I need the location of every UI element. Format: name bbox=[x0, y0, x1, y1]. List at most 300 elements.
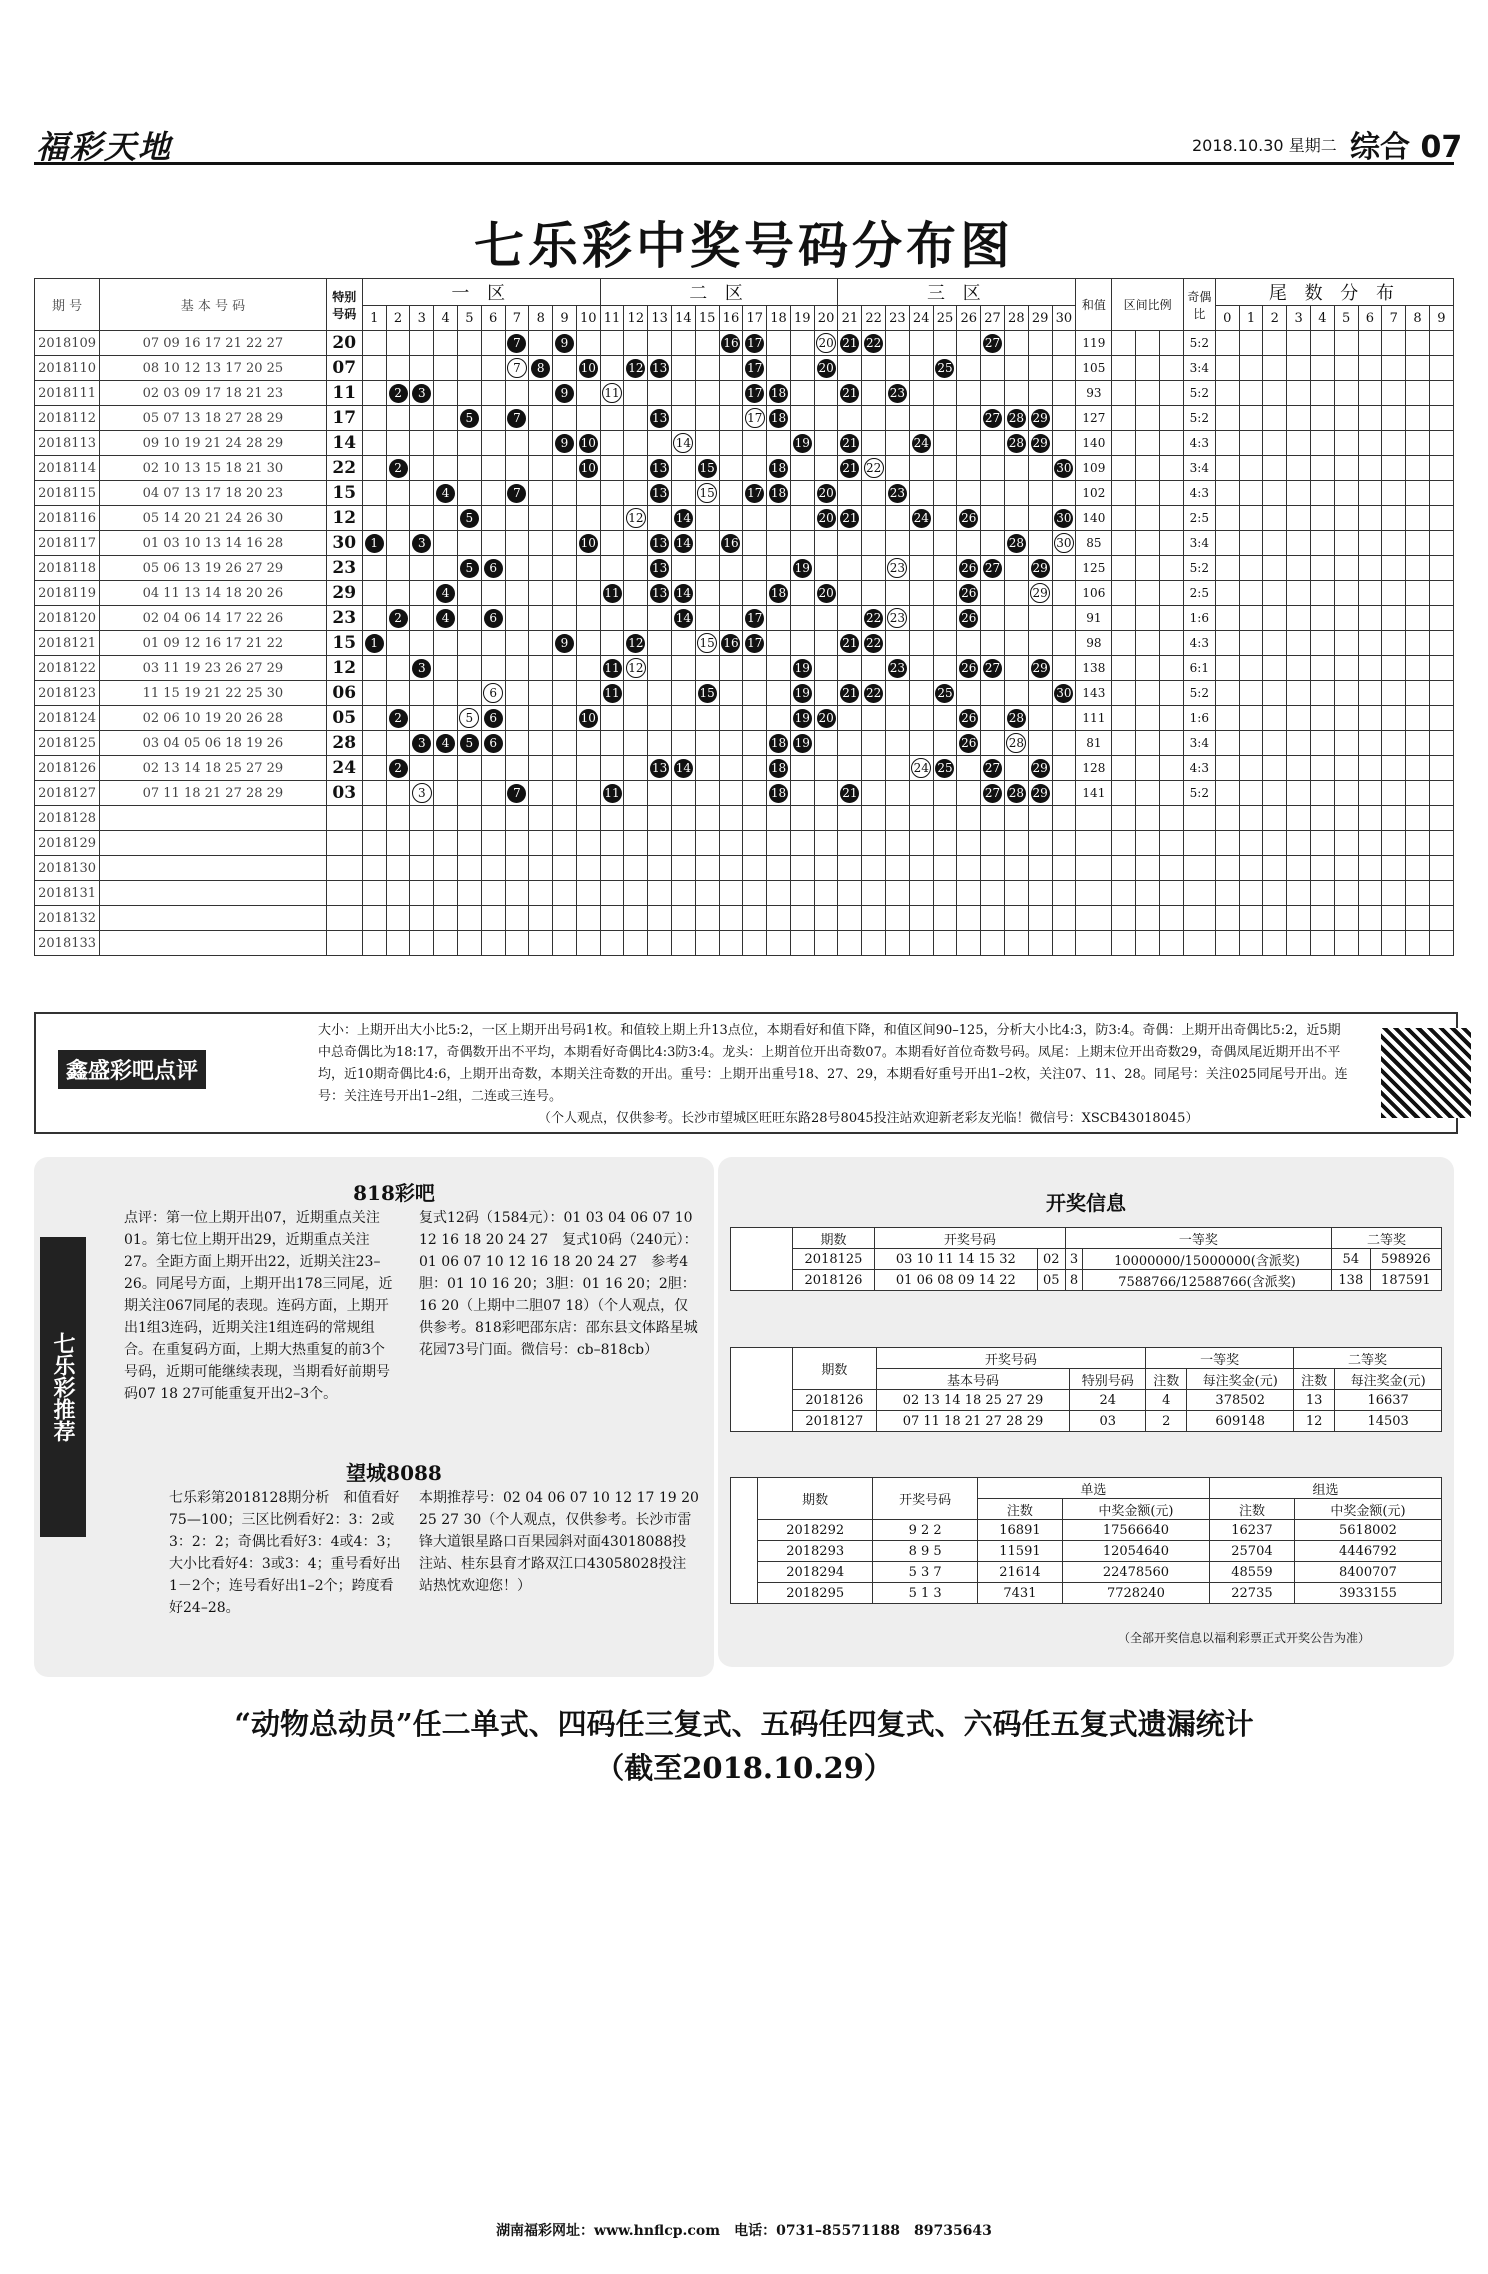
ball-cell bbox=[410, 531, 434, 556]
ball-cell bbox=[529, 881, 553, 906]
ball-cell bbox=[505, 431, 529, 456]
draw-row bbox=[35, 881, 1454, 906]
ball-cell bbox=[1052, 706, 1076, 731]
tail-cell bbox=[1429, 506, 1453, 531]
tail-cell bbox=[1287, 406, 1311, 431]
num-header: 2 bbox=[386, 306, 410, 331]
drawn-ball: 26 bbox=[959, 734, 978, 753]
ball-cell bbox=[767, 531, 791, 556]
ball-cell bbox=[505, 331, 529, 356]
tail-cell bbox=[1287, 756, 1311, 781]
ball-cell bbox=[886, 931, 910, 956]
ball-cell bbox=[909, 381, 933, 406]
ball-cell bbox=[434, 731, 458, 756]
sum-cell: 119 bbox=[1076, 331, 1112, 356]
ball-cell bbox=[553, 481, 577, 506]
ball-cell bbox=[862, 731, 886, 756]
ball-cell bbox=[838, 906, 862, 931]
tail-cell bbox=[1406, 481, 1430, 506]
ball-cell bbox=[434, 681, 458, 706]
ball-cell bbox=[933, 706, 957, 731]
ball-cell bbox=[386, 381, 410, 406]
ball-cell bbox=[790, 881, 814, 906]
ball-cell bbox=[909, 856, 933, 881]
ball-cell bbox=[410, 356, 434, 381]
ball-cell bbox=[719, 906, 743, 931]
tail-cell bbox=[1406, 831, 1430, 856]
draw-row bbox=[35, 606, 1454, 631]
drawn-ball: 6 bbox=[484, 709, 503, 728]
ball-cell bbox=[624, 906, 648, 931]
ball-cell bbox=[600, 806, 624, 831]
tail-cell bbox=[1310, 931, 1334, 956]
num-header: 25 bbox=[933, 306, 957, 331]
tail-cell bbox=[1239, 881, 1263, 906]
tail-cell bbox=[1215, 381, 1239, 406]
ball-cell bbox=[576, 531, 600, 556]
period-cell: 2018131 bbox=[35, 881, 100, 906]
ball-cell bbox=[909, 606, 933, 631]
review-tag: 鑫盛彩吧点评 bbox=[58, 1050, 206, 1089]
ball-cell bbox=[1052, 331, 1076, 356]
period-cell: 2018113 bbox=[35, 431, 100, 456]
ball-cell bbox=[434, 556, 458, 581]
ratio-cell bbox=[1160, 456, 1184, 481]
draw-row bbox=[35, 381, 1454, 406]
ball-cell bbox=[505, 831, 529, 856]
ball-cell bbox=[457, 931, 481, 956]
ball-cell bbox=[767, 406, 791, 431]
tail-header-cell: 4 bbox=[1310, 306, 1334, 331]
ball-cell bbox=[434, 906, 458, 931]
ball-cell bbox=[909, 531, 933, 556]
odd-even-cell: 3:4 bbox=[1183, 456, 1215, 481]
ball-cell bbox=[410, 331, 434, 356]
ball-cell bbox=[790, 431, 814, 456]
ball-cell bbox=[1028, 881, 1052, 906]
ball-cell bbox=[790, 706, 814, 731]
tail-cell bbox=[1215, 731, 1239, 756]
tail-cell bbox=[1310, 756, 1334, 781]
recommend-label: 七乐彩推荐 bbox=[40, 1237, 86, 1537]
ball-cell bbox=[886, 431, 910, 456]
special-cell: 24 bbox=[326, 756, 362, 781]
ball-cell bbox=[481, 381, 505, 406]
ball-cell bbox=[648, 406, 672, 431]
ball-cell bbox=[410, 756, 434, 781]
ball-cell bbox=[481, 506, 505, 531]
tail-cell bbox=[1334, 581, 1358, 606]
special-cell: 12 bbox=[326, 656, 362, 681]
ball-cell bbox=[600, 731, 624, 756]
num-header: 1 bbox=[362, 306, 386, 331]
sum-cell: 93 bbox=[1076, 381, 1112, 406]
tail-cell bbox=[1239, 356, 1263, 381]
odd-even-cell: 2:5 bbox=[1183, 506, 1215, 531]
ball-cell bbox=[553, 381, 577, 406]
ball-cell bbox=[743, 506, 767, 531]
ball-cell bbox=[862, 756, 886, 781]
drawn-ball: 13 bbox=[650, 759, 669, 778]
ratio-cell bbox=[1160, 706, 1184, 731]
ball-cell bbox=[743, 806, 767, 831]
tail-cell bbox=[1429, 731, 1453, 756]
ball-cell bbox=[790, 331, 814, 356]
ball-cell bbox=[957, 431, 981, 456]
ball-cell bbox=[362, 656, 386, 681]
ratio-cell bbox=[1112, 481, 1136, 506]
tail-cell bbox=[1239, 681, 1263, 706]
ball-cell bbox=[909, 931, 933, 956]
distribution-grid bbox=[34, 278, 1454, 956]
ball-cell bbox=[505, 906, 529, 931]
drawn-ball: 25 bbox=[935, 684, 954, 703]
drawn-ball: 27 bbox=[983, 659, 1002, 678]
ball-cell bbox=[576, 731, 600, 756]
ball-cell bbox=[457, 906, 481, 931]
ball-cell bbox=[1052, 481, 1076, 506]
base-numbers-cell: 11 15 19 21 22 25 30 bbox=[100, 681, 327, 706]
ball-cell bbox=[624, 356, 648, 381]
drawn-ball: 26 bbox=[959, 559, 978, 578]
special-cell: 05 bbox=[326, 706, 362, 731]
ratio-cell bbox=[1136, 356, 1160, 381]
ball-cell bbox=[814, 456, 838, 481]
drawn-ball: 20 bbox=[817, 484, 836, 503]
ball-cell bbox=[933, 506, 957, 531]
tail-cell bbox=[1263, 756, 1287, 781]
ball-cell bbox=[648, 531, 672, 556]
ball-cell bbox=[529, 581, 553, 606]
period-cell: 2018129 bbox=[35, 831, 100, 856]
ball-cell bbox=[481, 406, 505, 431]
ball-cell bbox=[933, 356, 957, 381]
base-numbers-cell: 02 06 10 19 20 26 28 bbox=[100, 706, 327, 731]
ball-cell bbox=[1028, 531, 1052, 556]
ratio-cell bbox=[1160, 931, 1184, 956]
ball-cell bbox=[457, 831, 481, 856]
tail-cell bbox=[1429, 606, 1453, 631]
base-numbers-cell: 02 03 09 17 18 21 23 bbox=[100, 381, 327, 406]
tail-cell bbox=[1429, 706, 1453, 731]
ball-cell bbox=[672, 481, 696, 506]
ball-cell bbox=[814, 356, 838, 381]
tail-cell bbox=[1406, 906, 1430, 931]
tail-cell bbox=[1310, 806, 1334, 831]
ball-cell bbox=[505, 406, 529, 431]
tail-cell bbox=[1239, 731, 1263, 756]
ball-cell bbox=[481, 681, 505, 706]
base-numbers-cell: 05 06 13 19 26 27 29 bbox=[100, 556, 327, 581]
tail-header-cell: 6 bbox=[1358, 306, 1382, 331]
ball-cell bbox=[933, 731, 957, 756]
ball-cell bbox=[1028, 606, 1052, 631]
special-ball: 23 bbox=[887, 558, 907, 578]
drawn-ball: 14 bbox=[674, 759, 693, 778]
tail-cell bbox=[1287, 481, 1311, 506]
ball-cell bbox=[719, 606, 743, 631]
tail-cell bbox=[1310, 481, 1334, 506]
ball-cell bbox=[505, 506, 529, 531]
drawn-ball: 27 bbox=[983, 334, 1002, 353]
ball-cell bbox=[1004, 731, 1028, 756]
ball-cell bbox=[410, 656, 434, 681]
ball-cell bbox=[1028, 706, 1052, 731]
ball-cell bbox=[648, 556, 672, 581]
tail-cell bbox=[1263, 531, 1287, 556]
ball-cell bbox=[553, 656, 577, 681]
drawn-ball: 1 bbox=[365, 534, 384, 553]
ball-cell bbox=[529, 856, 553, 881]
tail-cell bbox=[1310, 781, 1334, 806]
ball-cell bbox=[909, 456, 933, 481]
ball-cell bbox=[981, 481, 1005, 506]
ball-cell bbox=[814, 781, 838, 806]
ball-cell bbox=[767, 906, 791, 931]
tail-cell bbox=[1287, 456, 1311, 481]
ball-cell bbox=[434, 756, 458, 781]
period-cell: 2018123 bbox=[35, 681, 100, 706]
ball-cell bbox=[434, 656, 458, 681]
ball-cell bbox=[529, 706, 553, 731]
ball-cell bbox=[957, 756, 981, 781]
ball-cell bbox=[719, 731, 743, 756]
drawn-ball: 11 bbox=[603, 684, 622, 703]
ball-cell bbox=[362, 706, 386, 731]
ball-cell bbox=[624, 531, 648, 556]
drawn-ball: 29 bbox=[1031, 409, 1050, 428]
ball-cell bbox=[1052, 581, 1076, 606]
period-cell: 2018130 bbox=[35, 856, 100, 881]
ball-cell bbox=[862, 631, 886, 656]
tail-cell bbox=[1239, 856, 1263, 881]
ball-cell bbox=[909, 806, 933, 831]
tail-cell bbox=[1334, 881, 1358, 906]
ball-cell bbox=[362, 356, 386, 381]
drawn-ball: 20 bbox=[817, 584, 836, 603]
ball-cell bbox=[1004, 806, 1028, 831]
ball-cell bbox=[553, 731, 577, 756]
ball-cell bbox=[814, 656, 838, 681]
ball-cell bbox=[576, 831, 600, 856]
tail-cell bbox=[1334, 931, 1358, 956]
ball-cell bbox=[719, 506, 743, 531]
ball-cell bbox=[1052, 631, 1076, 656]
ball-cell bbox=[838, 881, 862, 906]
ball-cell bbox=[862, 456, 886, 481]
draw-row bbox=[35, 356, 1454, 381]
ball-cell bbox=[362, 756, 386, 781]
ball-cell bbox=[386, 506, 410, 531]
ball-cell bbox=[886, 831, 910, 856]
ball-cell bbox=[624, 806, 648, 831]
tail-cell bbox=[1382, 556, 1406, 581]
tail-cell bbox=[1215, 706, 1239, 731]
ball-cell bbox=[790, 731, 814, 756]
section-title-818: 818彩吧 bbox=[353, 1181, 435, 1205]
period-cell: 2018114 bbox=[35, 456, 100, 481]
ball-cell bbox=[600, 856, 624, 881]
sum-cell bbox=[1076, 806, 1112, 831]
ratio-cell bbox=[1160, 581, 1184, 606]
ball-cell bbox=[434, 831, 458, 856]
ball-cell bbox=[886, 481, 910, 506]
ball-cell bbox=[1052, 756, 1076, 781]
period-cell: 2018109 bbox=[35, 331, 100, 356]
tail-cell bbox=[1382, 606, 1406, 631]
tail-cell bbox=[1358, 581, 1382, 606]
tail-cell bbox=[1310, 656, 1334, 681]
ball-cell bbox=[814, 331, 838, 356]
ball-cell bbox=[1004, 556, 1028, 581]
drawn-ball: 11 bbox=[603, 784, 622, 803]
ball-cell bbox=[790, 806, 814, 831]
num-header: 16 bbox=[719, 306, 743, 331]
ball-cell bbox=[386, 931, 410, 956]
base-numbers-cell: 05 07 13 18 27 28 29 bbox=[100, 406, 327, 431]
ball-cell bbox=[790, 606, 814, 631]
ball-cell bbox=[386, 406, 410, 431]
ratio-cell bbox=[1112, 856, 1136, 881]
drawn-ball: 21 bbox=[840, 684, 859, 703]
ball-cell bbox=[1028, 381, 1052, 406]
drawn-ball: 26 bbox=[959, 584, 978, 603]
ball-cell bbox=[767, 881, 791, 906]
tail-cell bbox=[1310, 631, 1334, 656]
tail-cell bbox=[1239, 806, 1263, 831]
ball-cell bbox=[410, 456, 434, 481]
tail-cell bbox=[1429, 681, 1453, 706]
drawn-ball: 28 bbox=[1007, 784, 1026, 803]
ball-cell bbox=[672, 556, 696, 581]
ball-cell bbox=[695, 556, 719, 581]
ball-cell bbox=[743, 431, 767, 456]
ball-cell bbox=[790, 556, 814, 581]
ball-cell bbox=[1052, 406, 1076, 431]
ball-cell bbox=[909, 781, 933, 806]
ball-cell bbox=[743, 406, 767, 431]
ratio-cell bbox=[1136, 381, 1160, 406]
tail-cell bbox=[1358, 831, 1382, 856]
sum-cell bbox=[1076, 931, 1112, 956]
special-ball: 14 bbox=[673, 433, 693, 453]
tail-cell bbox=[1263, 706, 1287, 731]
ball-cell bbox=[790, 456, 814, 481]
drawn-ball: 5 bbox=[460, 509, 479, 528]
ball-cell bbox=[909, 406, 933, 431]
ball-cell bbox=[624, 456, 648, 481]
special-cell bbox=[326, 806, 362, 831]
ball-cell bbox=[1028, 331, 1052, 356]
special-ball: 30 bbox=[1054, 533, 1074, 553]
tail-cell bbox=[1382, 381, 1406, 406]
drawn-ball: 9 bbox=[555, 634, 574, 653]
ratio-cell bbox=[1136, 706, 1160, 731]
tail-cell bbox=[1406, 456, 1430, 481]
tail-cell bbox=[1358, 506, 1382, 531]
tail-cell bbox=[1287, 931, 1311, 956]
ball-cell bbox=[957, 806, 981, 831]
tail-cell bbox=[1358, 481, 1382, 506]
ball-cell bbox=[719, 681, 743, 706]
ball-cell bbox=[672, 406, 696, 431]
ball-cell bbox=[648, 781, 672, 806]
drawn-ball: 13 bbox=[650, 559, 669, 578]
tail-cell bbox=[1263, 406, 1287, 431]
tail-cell bbox=[1429, 781, 1453, 806]
tail-cell bbox=[1429, 831, 1453, 856]
ball-cell bbox=[743, 631, 767, 656]
ball-cell bbox=[672, 431, 696, 456]
ball-cell bbox=[838, 406, 862, 431]
tail-cell bbox=[1334, 331, 1358, 356]
ball-cell bbox=[386, 806, 410, 831]
odd-even-cell: 4:3 bbox=[1183, 756, 1215, 781]
odd-even-cell: 5:2 bbox=[1183, 406, 1215, 431]
draw-row bbox=[35, 831, 1454, 856]
ratio-cell bbox=[1160, 406, 1184, 431]
ball-cell bbox=[1052, 731, 1076, 756]
tail-cell bbox=[1406, 881, 1430, 906]
ball-cell bbox=[862, 331, 886, 356]
num-header: 6 bbox=[481, 306, 505, 331]
ball-cell bbox=[410, 931, 434, 956]
ball-cell bbox=[576, 656, 600, 681]
base-numbers-cell: 02 13 14 18 25 27 29 bbox=[100, 756, 327, 781]
tail-cell bbox=[1406, 706, 1430, 731]
ratio-cell bbox=[1136, 556, 1160, 581]
draw-row bbox=[35, 806, 1454, 831]
ball-cell bbox=[505, 581, 529, 606]
ball-cell bbox=[457, 806, 481, 831]
special-ball: 29 bbox=[1030, 583, 1050, 603]
ball-cell bbox=[553, 706, 577, 731]
ball-cell bbox=[672, 781, 696, 806]
drawn-ball: 19 bbox=[793, 559, 812, 578]
ball-cell bbox=[981, 881, 1005, 906]
ball-cell bbox=[886, 406, 910, 431]
ball-cell bbox=[743, 731, 767, 756]
ball-cell bbox=[1052, 831, 1076, 856]
ball-cell bbox=[457, 456, 481, 481]
tail-cell bbox=[1239, 756, 1263, 781]
ball-cell bbox=[648, 931, 672, 956]
ball-cell bbox=[362, 431, 386, 456]
drawn-ball: 6 bbox=[484, 559, 503, 578]
ball-cell bbox=[743, 681, 767, 706]
odd-even-cell: 6:1 bbox=[1183, 656, 1215, 681]
tail-cell bbox=[1334, 556, 1358, 581]
ball-cell bbox=[981, 681, 1005, 706]
special-cell: 30 bbox=[326, 531, 362, 556]
ball-cell bbox=[933, 606, 957, 631]
ball-cell bbox=[933, 856, 957, 881]
odd-even-cell: 3:4 bbox=[1183, 731, 1215, 756]
tail-header-cell: 0 bbox=[1215, 306, 1239, 331]
tail-cell bbox=[1215, 581, 1239, 606]
tail-cell bbox=[1406, 406, 1430, 431]
ball-cell bbox=[1052, 781, 1076, 806]
period-cell: 2018116 bbox=[35, 506, 100, 531]
ball-cell bbox=[505, 931, 529, 956]
ball-cell bbox=[957, 556, 981, 581]
ball-cell bbox=[695, 656, 719, 681]
ball-cell bbox=[790, 856, 814, 881]
ball-cell bbox=[434, 456, 458, 481]
ball-cell bbox=[576, 931, 600, 956]
ball-cell bbox=[862, 906, 886, 931]
ball-cell bbox=[743, 656, 767, 681]
